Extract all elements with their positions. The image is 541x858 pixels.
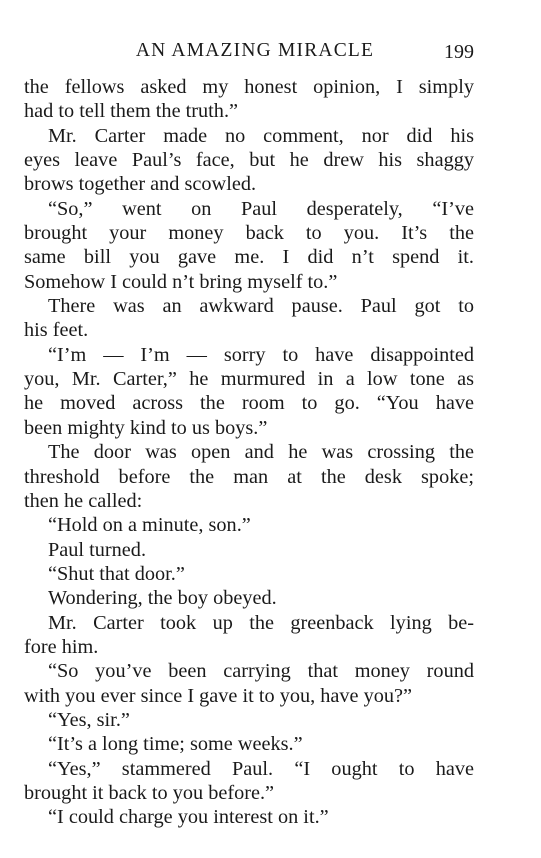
text-line: “I’m — I’m — sorry to have disappointed bbox=[48, 343, 474, 366]
text-line: the fellows asked my honest opinion, I simply bbox=[24, 76, 474, 98]
chapter-title: AN AMAZING MIRACLE bbox=[135, 40, 375, 61]
text-line: with you ever since I gave it to you, have you?” bbox=[24, 684, 413, 707]
text-line: you, Mr. Carter,” he murmured in a low tone as bbox=[24, 368, 474, 391]
text-line: There was an awkward pause. Paul got to bbox=[48, 295, 474, 318]
text-line: his feet. bbox=[24, 319, 89, 342]
text-line: Mr. Carter made no comment, nor did his bbox=[48, 124, 474, 147]
text-line: “Yes, sir.” bbox=[48, 708, 130, 731]
text-line: Somehow I could n’t bring myself to.” bbox=[24, 270, 338, 293]
text-line: then he called: bbox=[24, 489, 143, 512]
text-line: “Yes,” stammered Paul. “I ought to have bbox=[48, 757, 474, 780]
text-line: brows together and scowled. bbox=[24, 173, 257, 196]
text-line: been mighty kind to us boys.” bbox=[24, 416, 268, 439]
text-line: The door was open and he was crossing the bbox=[48, 441, 474, 464]
text-line: threshold before the man at the desk spoke; bbox=[24, 465, 474, 488]
text-line: he moved across the room to go. “You have bbox=[24, 392, 474, 415]
text-line: “So you’ve been carrying that money round bbox=[48, 660, 474, 683]
text-line: Wondering, the boy obeyed. bbox=[48, 587, 277, 610]
text-line: brought your money back to you. It’s the bbox=[24, 222, 474, 245]
text-line: had to tell them the truth.” bbox=[24, 100, 239, 123]
text-line: “Shut that door.” bbox=[48, 562, 185, 585]
body-text bbox=[24, 75, 474, 830]
text-line: fore him. bbox=[24, 635, 99, 658]
text-line: “It’s a long time; some weeks.” bbox=[48, 733, 303, 756]
page-number: 199 bbox=[444, 41, 474, 63]
text-line: Paul turned. bbox=[48, 538, 147, 561]
text-line: brought it back to you before.” bbox=[24, 781, 275, 804]
text-line: “So,” went on Paul desperately, “I’ve bbox=[48, 197, 474, 220]
text-line: “I could charge you interest on it.” bbox=[48, 806, 329, 829]
text-line: same bill you gave me. I did n’t spend it. bbox=[24, 246, 474, 269]
text-line: “Hold on a minute, son.” bbox=[48, 514, 251, 537]
running-head bbox=[0, 40, 541, 66]
text-line: eyes leave Paul’s face, but he drew his shaggy bbox=[24, 149, 474, 172]
text-line: Mr. Carter took up the greenback lying be- bbox=[48, 611, 474, 634]
